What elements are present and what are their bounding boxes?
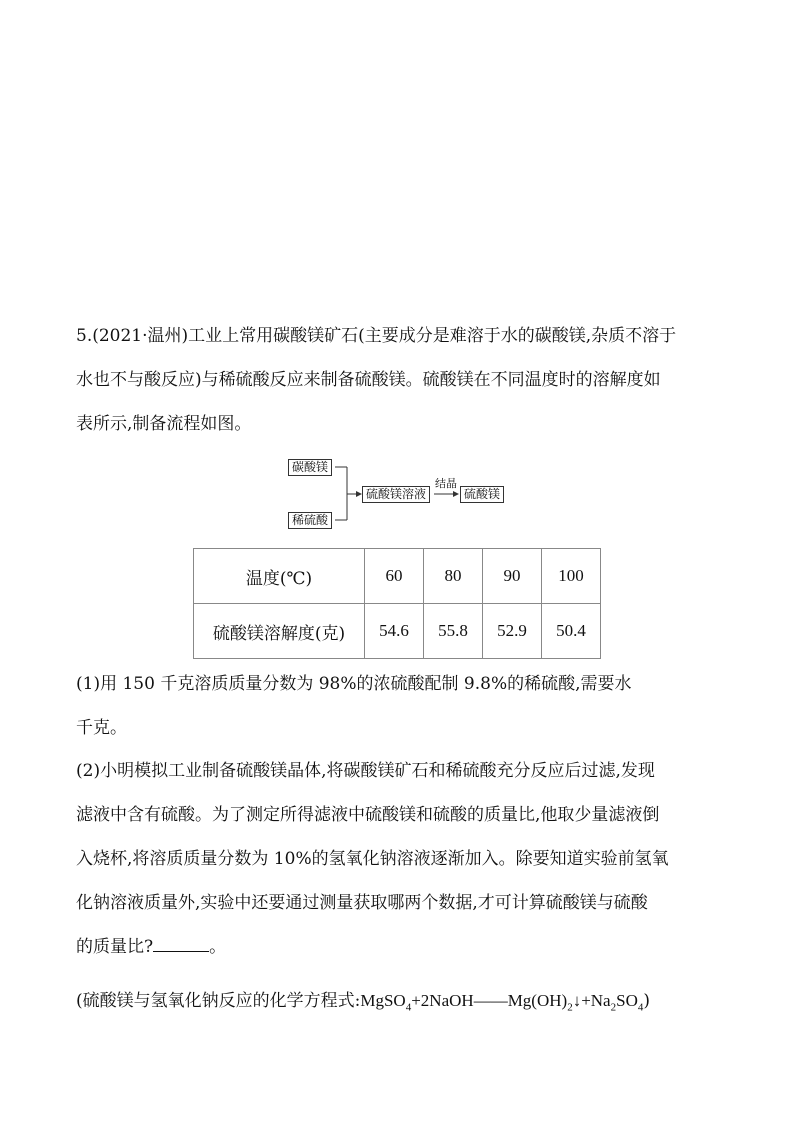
answer-blank[interactable] xyxy=(153,937,209,952)
part2-line-3: 入烧杯,将溶质质量分数为 10%的氢氧化钠溶液逐渐加入。除要知道实验前氢氧 xyxy=(76,849,669,869)
formula-so: SO xyxy=(616,991,638,1010)
table-cell: 60 xyxy=(365,549,424,604)
equals-sign: —— xyxy=(473,991,508,1010)
flow-box-input-magnesium-carbonate: 碳酸镁 xyxy=(288,459,332,476)
question-part-1 xyxy=(76,662,720,750)
formula-na: +Na xyxy=(581,991,611,1010)
table-cell: 100 xyxy=(542,549,601,604)
equation-body xyxy=(360,991,644,1014)
formula-mgso: MgSO xyxy=(360,991,406,1010)
flow-arrow-label: 结晶 xyxy=(435,477,457,490)
part2-line-1: (2)小明模拟工业制备硫酸镁晶体,将碳酸镁矿石和稀硫酸充分反应后过滤,发现 xyxy=(76,761,655,781)
subscript: 2 xyxy=(567,1001,573,1014)
table-cell: 52.9 xyxy=(483,604,542,659)
flow-box-input-dilute-sulfuric-acid: 稀硫酸 xyxy=(288,512,332,529)
part2-line-2: 滤液中含有硫酸。为了测定所得滤液中硫酸镁和硫酸的质量比,他取少量滤液倒 xyxy=(76,805,660,825)
table-cell: 55.8 xyxy=(424,604,483,659)
equation-close: ) xyxy=(643,991,650,1011)
part1-line-2: 千克。 xyxy=(76,718,127,738)
intro-line-3: 表所示,制备流程如图。 xyxy=(76,414,252,434)
subscript: 4 xyxy=(637,1001,644,1014)
table-cell: 90 xyxy=(483,549,542,604)
question-part-2 xyxy=(76,749,720,969)
table-row xyxy=(194,604,601,659)
subscript: 2 xyxy=(610,1001,617,1014)
part1-line-1: (1)用 150 千克溶质质量分数为 98%的浓硫酸配制 9.8%的稀硫酸,需要水 xyxy=(76,674,632,694)
flow-box-output-magnesium-sulfate: 硫酸镁 xyxy=(460,486,504,503)
precipitate-arrow-icon: ↓ xyxy=(572,991,582,1010)
intro-line-1: 5.(2021·温州)工业上常用碳酸镁矿石(主要成分是难溶于水的碳酸镁,杂质不溶于 xyxy=(76,326,677,346)
formula-mgoh: Mg(OH) xyxy=(507,991,568,1010)
flow-diagram xyxy=(286,454,516,534)
table-cell: 50.4 xyxy=(542,604,601,659)
equation-prefix: (硫酸镁与氢氧化钠反应的化学方程式: xyxy=(76,991,361,1011)
flow-box-magnesium-sulfate-solution: 硫酸镁溶液 xyxy=(362,486,430,503)
reaction-equation-note xyxy=(76,979,720,1023)
part2-line-5: 的质量比? xyxy=(76,937,154,957)
table-cell: 80 xyxy=(424,549,483,604)
table-header-solubility: 硫酸镁溶解度(克) xyxy=(194,604,365,659)
formula-naoh: +2NaOH xyxy=(411,991,474,1010)
part2-line-5-end: 。 xyxy=(209,937,227,957)
table-cell: 54.6 xyxy=(365,604,424,659)
subscript: 4 xyxy=(405,1001,412,1014)
question-intro xyxy=(76,314,720,446)
table-header-temperature: 温度(℃) xyxy=(194,549,365,604)
intro-line-2: 水也不与酸反应)与稀硫酸反应来制备硫酸镁。硫酸镁在不同温度时的溶解度如 xyxy=(76,370,661,390)
part2-line-4: 化钠溶液质量外,实验中还要通过测量获取哪两个数据,才可计算硫酸镁与硫酸 xyxy=(76,893,648,913)
solubility-table xyxy=(193,548,601,659)
table-row xyxy=(194,549,601,604)
